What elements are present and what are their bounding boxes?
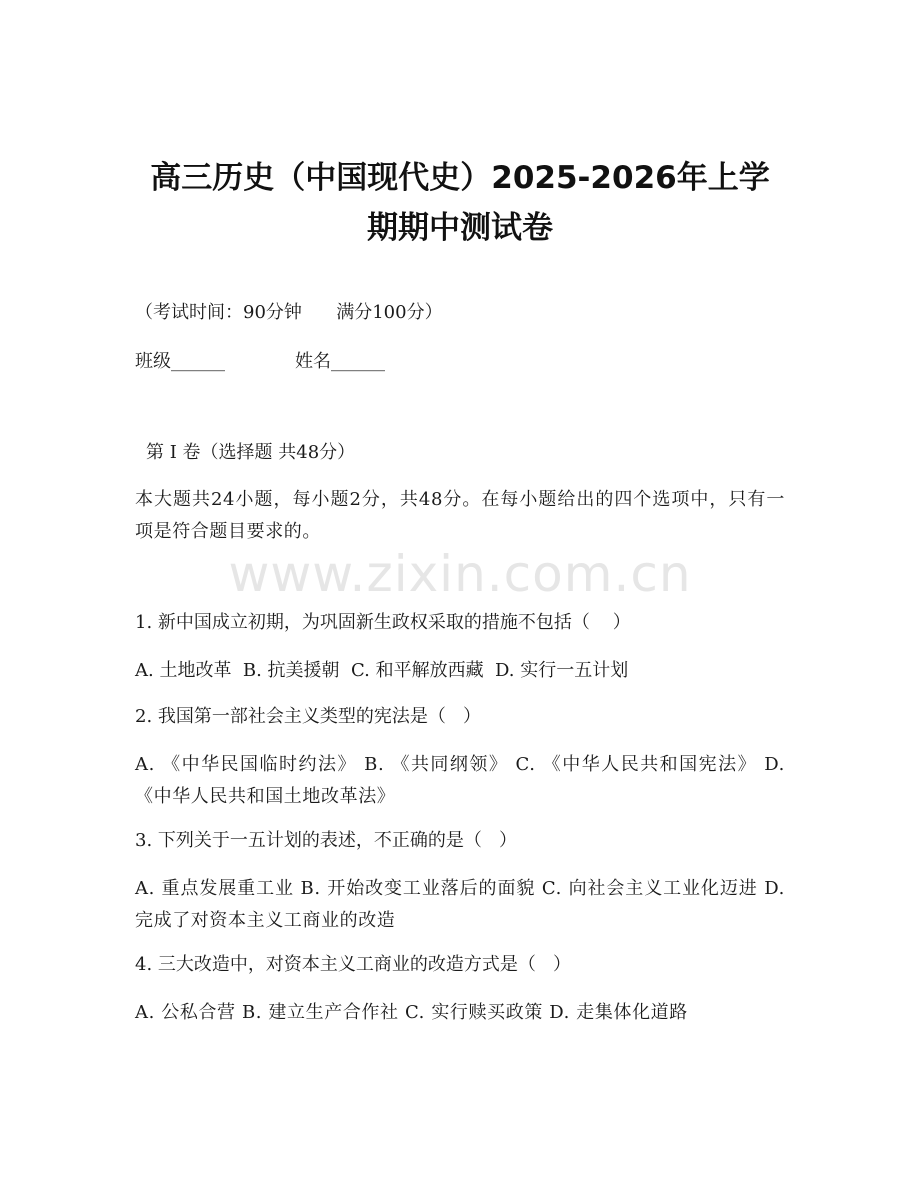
question-2-stem: 2. 我国第一部社会主义类型的宪法是（ ） (135, 706, 482, 727)
question-3-options: A. 重点发展重工业 B. 开始改变工业落后的面貌 C. 向社会主义工业化迈进 D. 完成了对资本主义工商业的改造 (135, 878, 785, 931)
page-title-line-1: 高三历史（中国现代史）2025-2026年上学 (150, 160, 770, 196)
name-field: 姓名______ (295, 351, 385, 372)
question-1-options: A. 土地改革 B. 抗美援朝 C. 和平解放西藏 D. 实行一五计划 (135, 660, 629, 681)
question-2-options: A. 《中华民国临时约法》 B. 《共同纲领》 C. 《中华人民共和国宪法》 D. 《中华人民共和国土地改革法》 (135, 754, 785, 807)
class-field: 班级______ (135, 351, 225, 372)
question-4-options: A. 公私合营 B. 建立生产合作社 C. 实行赎买政策 D. 走集体化道路 (135, 1002, 688, 1023)
section-instructions: 本大题共24小题，每小题2分，共48分。在每小题给出的四个选项中，只有一项是符合题目要求的。 (135, 489, 785, 542)
page-title-line-2: 期期中测试卷 (367, 210, 553, 246)
exam-info: （考试时间：90分钟 满分100分） (135, 302, 443, 323)
watermark: www.zixin.com.cn (228, 545, 692, 603)
question-3-stem: 3. 下列关于一五计划的表述，不正确的是（ ） (135, 830, 518, 851)
question-4-stem: 4. 三大改造中，对资本主义工商业的改造方式是（ ） (135, 954, 572, 975)
question-1-stem: 1. 新中国成立初期，为巩固新生政权采取的措施不包括（ ） (135, 612, 631, 633)
section-heading: 第 I 卷（选择题 共48分） (146, 442, 356, 463)
